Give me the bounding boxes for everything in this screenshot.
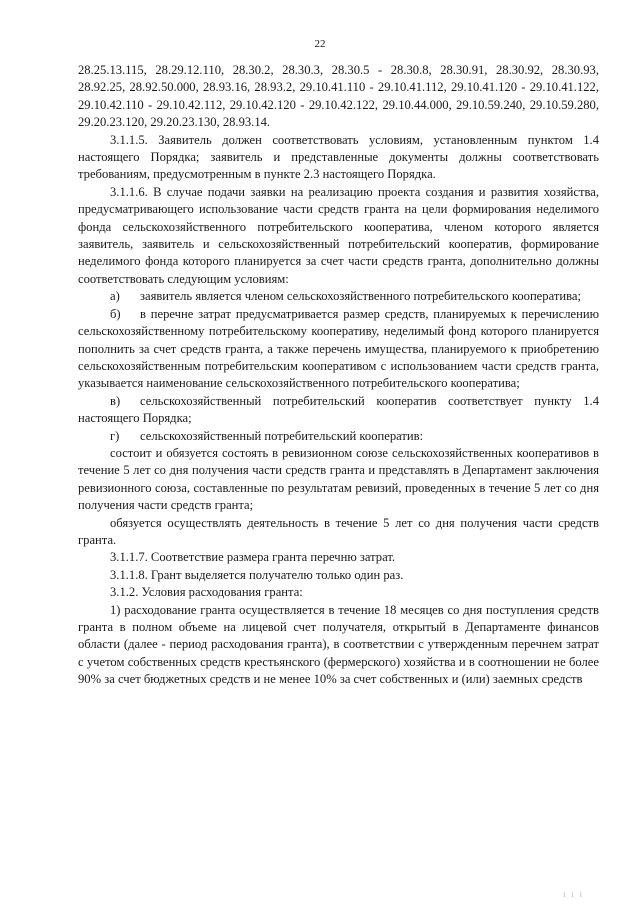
paragraph-3-1-1-7: 3.1.1.7. Соответствие размера гранта перечню затрат.: [110, 550, 396, 565]
list-marker: в): [110, 393, 121, 408]
list-item-text: сельскохозяйственный потребительский кооператив:: [140, 428, 424, 443]
paragraph-3-1-2-item-1: 1) расходование гранта осуществляется в течение 18 месяцев со дня поступления средств гранта в полном объеме на лицевой счет получателя, открытый в Департаменте финансов области (далее - период расходования гранта), в соответствии с утвержденным перечнем затрат с учетом собственных средств крестьянского (фермерского) хозяйства и в соотношении не более 90% за счет бюджетных средств и не менее 10% за счет собственных и (или) заемных средств: [78, 602, 599, 687]
scan-mark: і і і: [563, 890, 584, 899]
cooperative-activity-paragraph: обязуется осуществлять деятельность в течение 5 лет со дня получения части средств гранта.: [78, 515, 599, 547]
list-item-text: в перечне затрат предусматривается размер средств, планируемых к перечислению сельскохозяйственному потребительскому кооперативу, неделимый фонд которого планируется пополнить за счет средств гранта, а также перечень имущества, планируемого к приобретению сельскохозяйственным потребительским кооперативом с использованием части средств гранта, указывается наименование сельскохозяйственного потребительского кооператива;: [78, 306, 599, 391]
okpd-codes-paragraph: 28.25.13.115, 28.29.12.110, 28.30.2, 28.30.3, 28.30.5 - 28.30.8, 28.30.91, 28.30.92, 28.30.93, 28.92.25, 28.92.50.000, 28.93.16, 28.93.2, 29.10.41.110 - 29.10.41.112, 29.10.41.120 - 29.10.41.122, 29.10.42.110 - 29.10.42.112, 29.10.42.120 - 29.10.42.122, 29.10.44.000, 29.10.59.240, 29.10.59.280, 29.20.23.120, 29.20.23.130, 28.93.14.: [78, 63, 599, 130]
list-item-a: [78, 288, 599, 305]
list-item-g: [78, 428, 599, 445]
document-body: [78, 62, 599, 689]
list-item-b: [78, 306, 599, 393]
paragraph-3-1-1-6: 3.1.1.6. В случае подачи заявки на реализацию проекта создания и развития хозяйства, предусматривающего использование части средств гранта на цели формирования неделимого фонда сельскохозяйственного потребительского кооператива, членом которого является заявитель, заявитель и сельскохозяйственный потребительский кооператив, формирование неделимого фонда которого планируется за счет части средств гранта, дополнительно должны соответствовать следующим условиям:: [78, 184, 599, 286]
paragraph-3-1-1-8: 3.1.1.8. Грант выделяется получателю только один раз.: [110, 567, 404, 582]
list-item-text: заявитель является членом сельскохозяйственного потребительского кооператива;: [140, 289, 581, 304]
paragraph-3-1-1-5: 3.1.1.5. Заявитель должен соответствовать условиям, установленным пунктом 1.4 настоящего Порядка; заявитель и представленные документы должны соответствовать требованиям, предусмотренным в пункте 2.3 настоящего Порядка.: [78, 132, 599, 182]
list-item-v: [78, 393, 599, 428]
cooperative-audit-paragraph: состоит и обязуется состоять в ревизионном союзе сельскохозяйственных кооперативов в течение 5 лет со дня получения части средств гранта и представлять в Департамент заключения ревизионного союза, составленные по результатам ревизий, проведенных в течение 5 лет со дня получения части средств гранта;: [78, 445, 599, 513]
list-item-text: сельскохозяйственный потребительский кооператив соответствует пункту 1.4 настоящего Порядка;: [78, 393, 599, 426]
paragraph-3-1-2: 3.1.2. Условия расходования гранта:: [110, 585, 303, 600]
list-marker: а): [110, 289, 120, 304]
page-number: 22: [314, 38, 326, 50]
list-marker: б): [110, 306, 121, 321]
list-marker: г): [110, 428, 120, 443]
